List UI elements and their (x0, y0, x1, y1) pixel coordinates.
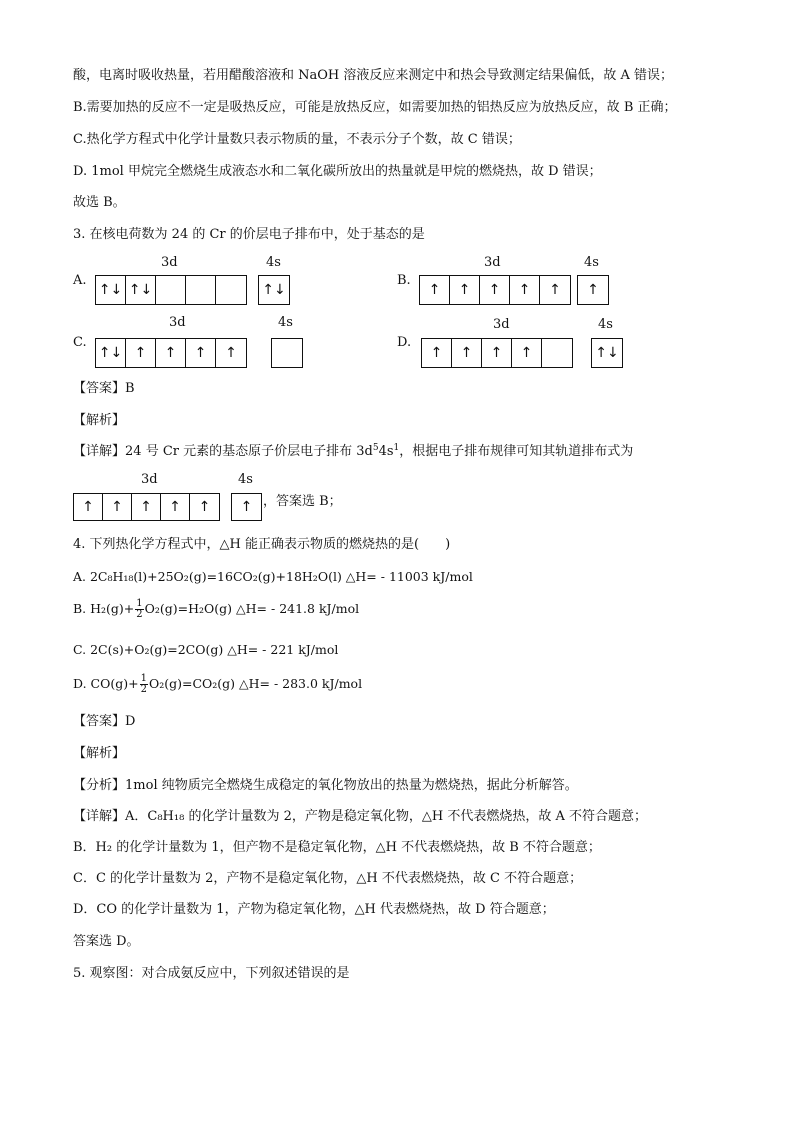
orbital-3d-boxes (95, 338, 247, 368)
orbital-box: ↑ (482, 339, 512, 367)
q5-stem: 5. 观察图：对合成氨反应中，下列叙述错误的是 (73, 966, 350, 981)
detail-sup-2: 1 (393, 443, 400, 453)
analysis-tag: 【解析】 (73, 746, 126, 761)
orbital-box: ↑ (549, 282, 561, 298)
q4-option-d (73, 674, 362, 695)
option-b-post: O₂(g)=H₂O(g) △H= - 241.8 kJ/mol (144, 601, 360, 616)
label-4s: 4s (266, 255, 281, 270)
orbital-box (186, 276, 216, 304)
orbital-box: ↑↓ (126, 276, 156, 304)
orbital-box: ↑ (512, 339, 542, 367)
q4-option-b (73, 599, 359, 620)
q4-stem: 4. 下列热化学方程式中，△H 能正确表示物质的燃烧热的是( ) (73, 537, 451, 552)
fraction-denominator: 2 (136, 609, 143, 620)
q4-option-c: C. 2C(s)+O₂(g)=2CO(g) △H= - 221 kJ/mol (73, 642, 339, 657)
orbital-box: ↑ (240, 499, 253, 515)
fenxi-tag: 【分析】 (73, 778, 126, 793)
orbital-box: ↑ (450, 276, 480, 304)
q3-detail (73, 443, 633, 461)
label-4s: 4s (598, 317, 613, 332)
orbital-box (272, 339, 302, 367)
detail-tag: 【详解】 (73, 444, 126, 459)
label-3d: 3d (493, 317, 510, 332)
detail-sup-1: 5 (372, 443, 379, 453)
orbital-box: ↑ (422, 339, 452, 367)
option-label: D. (397, 335, 412, 350)
orbital-box (216, 276, 246, 304)
detail-text-mid: 4s (378, 444, 394, 459)
orbital-4s-boxes (258, 275, 290, 305)
option-b-pre: B. H₂(g)+ (73, 601, 135, 616)
orbital-box: ↑↓ (262, 282, 286, 298)
fraction-half (140, 674, 148, 695)
q4-fenxi (73, 777, 578, 795)
orbital-box: ↑ (480, 276, 510, 304)
q3-option-b (397, 255, 637, 305)
q4-detail-d: D．CO 的化学计量数为 1，产物为稳定氧化物，△H 代表燃烧热，故 D 符合题意； (73, 902, 555, 917)
fraction-numerator: 1 (136, 598, 143, 609)
q3-answer (73, 380, 135, 398)
label-4s: 4s (584, 255, 599, 270)
label-4s: 4s (278, 315, 293, 330)
q4-final: 答案选 D。 (73, 934, 140, 949)
orbital-4s-boxes (591, 338, 623, 368)
option-label: B. (397, 273, 411, 288)
label-3d: 3d (169, 315, 186, 330)
orbital-box: ↑ (452, 339, 482, 367)
text-line-1: 酸，电离时吸收热量，若用醋酸溶液和 NaOH 溶液反应来测定中和热会导致测定结果偏低，故 A 错误； (73, 68, 674, 83)
q4-detail-b: B．H₂ 的化学计量数为 1，但产物不是稳定氧化物，△H 不代表燃烧热，故 B 不符合题意； (73, 840, 601, 855)
detail-text-post: ，根据电子排布规律可知其轨道排布式为 (399, 444, 634, 459)
q4-option-a: A. 2C₈H₁₈(l)+25O₂(g)=16CO₂(g)+18H₂O(l) △H= - 11003 kJ/mol (73, 569, 473, 584)
text-line-4: D. 1mol 甲烷完全燃烧生成液态水和二氧化碳所放出的热量就是甲烷的燃烧热，故 D 错误； (73, 164, 602, 179)
detail-text-pre: 24 号 Cr 元素的基态原子价层电子排布 3d (125, 444, 373, 459)
orbital-4s-boxes (231, 493, 262, 521)
q4-answer (73, 713, 135, 731)
orbital-box: ↑ (420, 276, 450, 304)
orbital-box: ↑ (132, 494, 161, 520)
orbital-4s-boxes (271, 338, 303, 368)
option-d-post: O₂(g)=CO₂(g) △H= - 283.0 kJ/mol (148, 676, 363, 691)
label-3d: 3d (161, 255, 178, 270)
detail-a-text: A．C₈H₁₈ 的化学计量数为 2，产物是稳定氧化物，△H 不代表燃烧热，故 A 不符合题意； (125, 809, 647, 824)
text-line-3: C.热化学方程式中化学计量数只表示物质的量，不表示分子个数，故 C 错误； (73, 132, 521, 147)
orbital-3d-boxes (419, 275, 571, 305)
orbital-box: ↑ (510, 276, 540, 304)
q4-analysis-tag (73, 745, 125, 763)
q3-option-a (73, 255, 313, 305)
diagram-tail-text: ，答案选 B； (263, 494, 342, 509)
q3-option-c (73, 315, 313, 370)
fraction-numerator: 1 (140, 673, 147, 684)
label-3d: 3d (141, 472, 158, 487)
fraction-denominator: 2 (140, 684, 147, 695)
label-4s: 4s (238, 472, 253, 487)
answer-tag: 【答案】 (73, 381, 126, 396)
orbital-box: ↑ (186, 339, 216, 367)
detail-tag: 【详解】 (73, 809, 126, 824)
orbital-3d-boxes (95, 275, 247, 305)
orbital-box (156, 276, 186, 304)
option-d-pre: D. CO(g)+ (73, 676, 139, 691)
q3-option-d (397, 317, 637, 372)
orbital-box: ↑↓ (595, 345, 619, 361)
fraction-half (135, 599, 143, 620)
orbital-box (542, 339, 572, 367)
orbital-box: ↑ (156, 339, 186, 367)
q4-detail-c: C．C 的化学计量数为 2，产物不是稳定氧化物，△H 不代表燃烧热，故 C 不符合题意； (73, 871, 583, 886)
orbital-box: ↑↓ (96, 276, 126, 304)
label-3d: 3d (484, 255, 501, 270)
orbital-box: ↑ (587, 282, 599, 298)
orbital-box: ↑ (161, 494, 190, 520)
text-line-5: 故选 B。 (73, 195, 126, 210)
orbital-3d-boxes (421, 338, 573, 368)
orbital-3d-boxes (73, 493, 220, 521)
q4-detail-a (73, 808, 647, 826)
orbital-box: ↑↓ (96, 339, 126, 367)
answer-value: D (125, 714, 136, 729)
orbital-box: ↑ (103, 494, 132, 520)
orbital-4s-boxes (577, 275, 609, 305)
orbital-box: ↑ (74, 494, 103, 520)
analysis-tag: 【解析】 (73, 413, 126, 428)
orbital-box: ↑ (198, 499, 211, 515)
orbital-box: ↑ (225, 345, 237, 361)
q3-stem: 3. 在核电荷数为 24 的 Cr 的价层电子排布中，处于基态的是 (73, 227, 425, 242)
orbital-box: ↑ (126, 339, 156, 367)
answer-value: B (125, 381, 135, 396)
q3-detail-diagram (73, 472, 373, 524)
text-line-2: B.需要加热的反应不一定是吸热反应，可能是放热反应，如需要加热的铝热反应为放热反应，故 B 正确； (73, 100, 677, 115)
answer-tag: 【答案】 (73, 714, 126, 729)
option-label: C. (73, 335, 87, 350)
fenxi-text: 1mol 纯物质完全燃烧生成稳定的氧化物放出的热量为燃烧热，据此分析解答。 (125, 778, 578, 793)
option-label: A. (73, 273, 87, 288)
q3-analysis-tag (73, 412, 125, 430)
